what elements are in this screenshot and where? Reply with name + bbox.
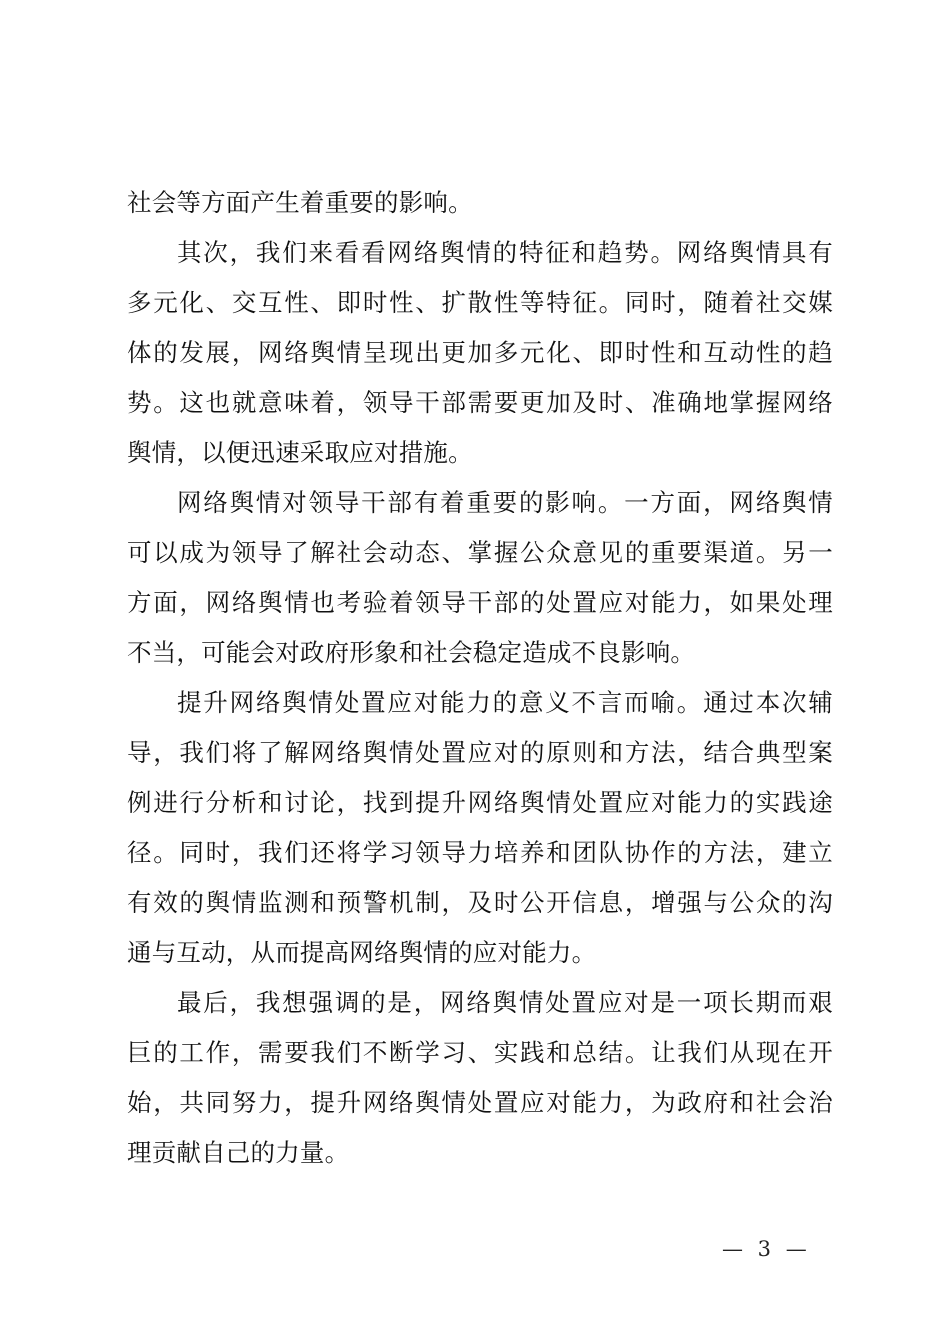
- text-line: 提升网络舆情处置应对能力的意义不言而喻。通过本次辅: [177, 688, 833, 717]
- text-line: 体的发展，网络舆情呈现出更加多元化、即时性和互动性的趋: [127, 338, 833, 367]
- text-line: 可以成为领导了解社会动态、掌握公众意见的重要渠道。另一: [127, 538, 833, 567]
- body-text: [127, 178, 833, 1178]
- text-line: 例进行分析和讨论，找到提升网络舆情处置应对能力的实践途: [127, 788, 833, 817]
- text-line: 巨的工作，需要我们不断学习、实践和总结。让我们从现在开: [127, 1038, 833, 1067]
- text-line: 有效的舆情监测和预警机制，及时公开信息，增强与公众的沟: [127, 888, 833, 917]
- text-line: 舆情，以便迅速采取应对措施。: [127, 438, 473, 467]
- text-line: 最后，我想强调的是，网络舆情处置应对是一项长期而艰: [177, 988, 833, 1017]
- text-line: 径。同时，我们还将学习领导力培养和团队协作的方法，建立: [127, 838, 833, 867]
- text-line: 不当，可能会对政府形象和社会稳定造成不良影响。: [127, 638, 696, 667]
- text-line: 始，共同努力，提升网络舆情处置应对能力，为政府和社会治: [127, 1088, 833, 1117]
- text-line: 网络舆情对领导干部有着重要的影响。一方面，网络舆情: [177, 488, 833, 517]
- text-line: 导，我们将了解网络舆情处置应对的原则和方法，结合典型案: [127, 738, 833, 767]
- text-line: 方面，网络舆情也考验着领导干部的处置应对能力，如果处理: [127, 588, 833, 617]
- text-line: 其次，我们来看看网络舆情的特征和趋势。网络舆情具有: [177, 238, 833, 267]
- text-line: 社会等方面产生着重要的影响。: [127, 188, 473, 217]
- text-line: 势。这也就意味着，领导干部需要更加及时、准确地掌握网络: [127, 388, 833, 417]
- page-number: — 3 —: [722, 1237, 811, 1261]
- text-line: 通与互动，从而提高网络舆情的应对能力。: [127, 938, 597, 967]
- text-line: 理贡献自己的力量。: [127, 1138, 350, 1167]
- text-line: 多元化、交互性、即时性、扩散性等特征。同时，随着社交媒: [127, 288, 833, 317]
